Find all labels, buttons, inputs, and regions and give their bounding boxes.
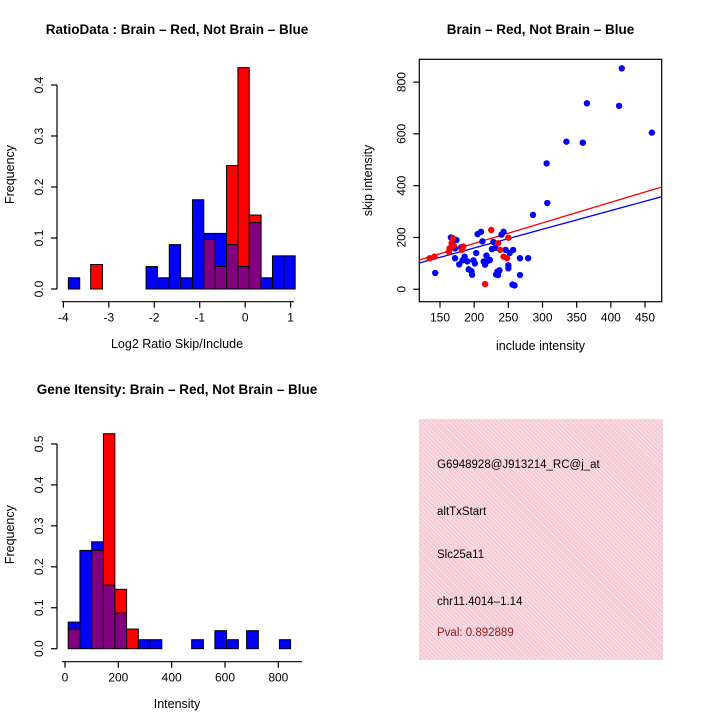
panel-skip-include-scatter xyxy=(360,0,720,360)
x-tick-label: 400 xyxy=(161,670,182,685)
y-tick-label: 400 xyxy=(394,175,409,196)
hist-bar-segment xyxy=(80,550,92,648)
panel-gene-intensity-histogram xyxy=(0,360,360,720)
y-tick-label: 0.3 xyxy=(32,127,46,145)
x-tick-label: 200 xyxy=(464,310,485,325)
data-point-blue xyxy=(511,282,517,288)
blue-points xyxy=(432,65,655,288)
x-axis-label: Intensity xyxy=(153,697,201,711)
data-point-blue xyxy=(505,265,511,271)
x-tick-label: -4 xyxy=(58,310,69,325)
x-axis-label: include intensity xyxy=(496,339,585,353)
event-type-text: altTxStart xyxy=(437,506,487,518)
chart-title: Gene Itensity: Brain – Red, Not Brain – Blue xyxy=(36,382,318,397)
gene-info-box xyxy=(419,419,663,660)
hist-bar-segment xyxy=(192,200,203,289)
x-tick-label: 150 xyxy=(429,310,451,325)
probe-id-text: G6948928@J913214_RC@j_at xyxy=(437,459,600,471)
data-point-blue xyxy=(464,258,470,264)
x-tick-label: 0 xyxy=(241,310,249,325)
hist-bar-segment xyxy=(227,166,238,245)
x-tick-label: 250 xyxy=(498,310,519,325)
y-tick-label: 0.2 xyxy=(32,558,46,576)
y-tick-label: 0.3 xyxy=(32,517,46,535)
histogram-bars xyxy=(68,434,290,649)
hist-bar-segment xyxy=(115,589,127,613)
data-point-blue xyxy=(479,238,485,244)
x-tick-label: 200 xyxy=(108,670,129,685)
x-tick-label: -2 xyxy=(148,310,160,325)
data-point-blue xyxy=(580,139,586,145)
hist-bar-segment xyxy=(284,256,295,289)
data-point-blue xyxy=(473,250,479,256)
hist-bar-segment xyxy=(215,233,226,266)
x-tick-label: 800 xyxy=(268,670,289,685)
hist-bar-segment xyxy=(279,640,290,649)
hist-bar-segment xyxy=(68,622,80,629)
y-tick-label: 600 xyxy=(394,123,409,144)
data-point-red xyxy=(495,240,501,246)
y-tick-label: 0.1 xyxy=(32,229,46,247)
hist-bar-segment xyxy=(138,640,150,649)
hist-bar-overlap xyxy=(227,245,238,289)
hist-bar-overlap xyxy=(68,629,80,649)
data-point-blue xyxy=(510,247,516,253)
chart-title: RatioData : Brain – Red, Not Brain – Blue xyxy=(45,22,309,37)
plot-box xyxy=(419,59,661,301)
hist-bar-segment xyxy=(204,233,215,239)
hist-bar-overlap xyxy=(103,585,114,648)
pval-text: Pval: 0.892889 xyxy=(437,627,514,639)
data-point-blue xyxy=(616,103,622,109)
data-point-blue xyxy=(469,272,475,278)
x-tick-label: -3 xyxy=(103,310,115,325)
locus-text: chr11.4014–1.14 xyxy=(437,596,523,608)
x-tick-label: 300 xyxy=(532,310,553,325)
y-tick-label: 800 xyxy=(394,72,409,93)
data-point-red xyxy=(460,243,466,249)
hist-bar-segment xyxy=(157,278,169,289)
data-point-red xyxy=(482,281,488,287)
y-tick-label: 200 xyxy=(394,227,409,248)
data-point-red xyxy=(450,243,456,249)
hist-bar-segment xyxy=(92,542,104,551)
hist-bar-segment xyxy=(146,267,157,289)
hist-bar-segment xyxy=(91,265,103,289)
data-point-red xyxy=(504,255,510,261)
data-point-blue xyxy=(495,272,501,278)
y-tick-label: 0.4 xyxy=(32,76,46,94)
data-point-red xyxy=(488,227,494,233)
gene-symbol-text: Slc25a11 xyxy=(437,549,485,561)
x-axis-label: Log2 Ratio Skip/Include xyxy=(110,337,244,351)
y-tick-label: 0.2 xyxy=(32,178,46,196)
fit-line-blue xyxy=(419,197,661,263)
hist-bar-segment xyxy=(103,434,114,586)
hist-bar-overlap xyxy=(215,267,226,289)
data-point-red xyxy=(450,235,456,241)
data-point-blue xyxy=(563,138,569,144)
hist-bar-segment xyxy=(150,640,162,649)
data-point-blue xyxy=(525,255,531,261)
panel-ratio-histogram xyxy=(0,0,360,360)
x-tick-label: 0 xyxy=(61,670,69,685)
histogram-bars xyxy=(68,68,295,289)
hist-bar-segment xyxy=(127,629,139,649)
hist-bar-segment xyxy=(192,640,204,649)
hist-bar-segment xyxy=(238,68,249,267)
data-point-blue xyxy=(619,65,625,71)
hist-bar-segment xyxy=(68,278,79,289)
y-tick-label: 0.0 xyxy=(32,640,46,658)
hist-bar-overlap xyxy=(249,223,261,289)
data-point-red xyxy=(431,253,437,259)
x-tick-label: 600 xyxy=(214,670,236,685)
data-point-blue xyxy=(544,200,550,206)
hist-bar-overlap xyxy=(115,613,127,649)
hist-bar-segment xyxy=(215,631,227,649)
x-tick-label: 450 xyxy=(635,310,656,325)
data-point-blue xyxy=(517,255,523,261)
data-point-red xyxy=(505,235,511,241)
data-point-blue xyxy=(530,212,536,218)
data-point-blue xyxy=(543,160,549,166)
x-tick-label: 400 xyxy=(600,310,621,325)
data-point-blue xyxy=(500,229,506,235)
y-axis-label: Frequency xyxy=(3,144,17,205)
y-tick-label: 0 xyxy=(394,285,409,293)
data-point-red xyxy=(497,247,503,253)
hist-bar-segment xyxy=(249,215,261,223)
data-point-blue xyxy=(452,255,458,261)
hist-bar-segment xyxy=(261,278,272,289)
hist-bar-overlap xyxy=(238,267,249,289)
data-point-blue xyxy=(517,272,523,278)
data-point-blue xyxy=(649,129,655,135)
y-tick-label: 0.0 xyxy=(32,280,46,298)
hist-bar-segment xyxy=(272,256,283,289)
hist-bar-segment xyxy=(227,640,239,649)
y-tick-label: 0.5 xyxy=(32,435,46,453)
hist-bar-overlap xyxy=(204,240,215,289)
data-point-blue xyxy=(478,229,484,235)
y-axis-label: Frequency xyxy=(3,505,17,565)
hist-bar-segment xyxy=(247,631,259,649)
hist-bar-segment xyxy=(181,278,193,289)
hist-bar-overlap xyxy=(92,550,104,648)
data-point-blue xyxy=(472,260,478,266)
y-tick-label: 0.4 xyxy=(32,476,46,494)
x-tick-label: 350 xyxy=(566,310,587,325)
data-point-blue xyxy=(584,100,590,106)
y-axis-label: skip intensity xyxy=(361,144,375,217)
y-tick-label: 0.1 xyxy=(32,599,46,617)
x-tick-label: -1 xyxy=(194,310,206,325)
chart-title: Brain – Red, Not Brain – Blue xyxy=(446,22,635,37)
data-point-blue xyxy=(487,257,493,263)
x-tick-label: 1 xyxy=(287,310,294,325)
data-point-blue xyxy=(432,270,438,276)
hist-bar-segment xyxy=(169,245,180,289)
